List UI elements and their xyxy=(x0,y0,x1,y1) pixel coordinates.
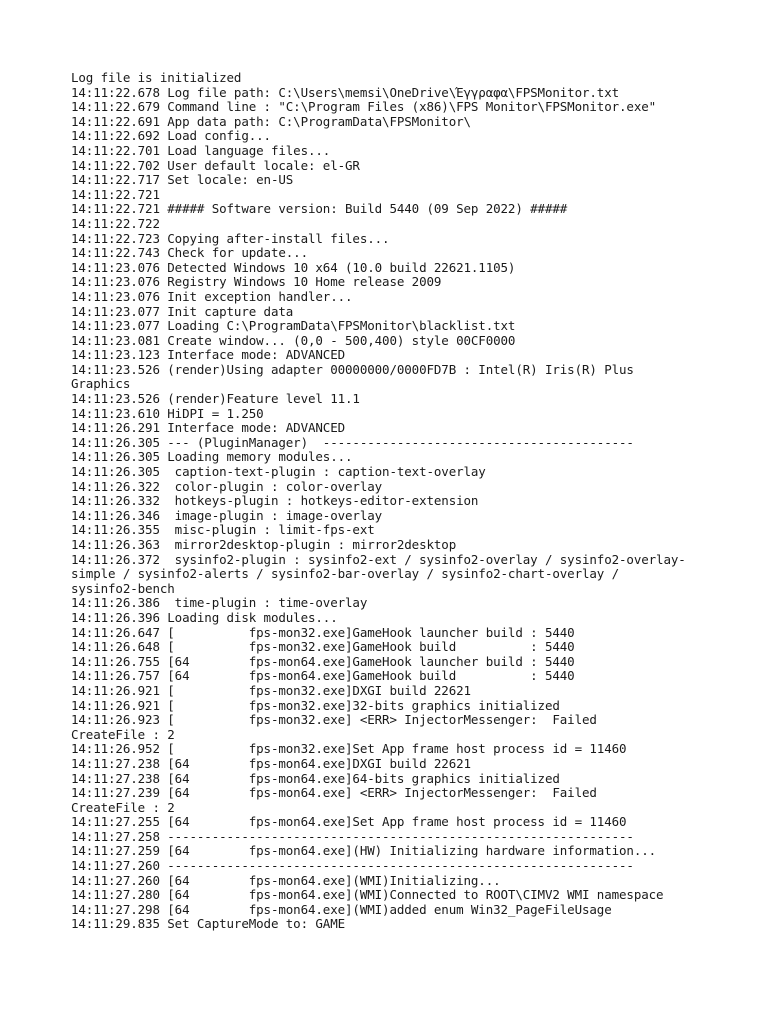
log-line: 14:11:26.305 caption-text-plugin : caption-text-overlay xyxy=(71,464,486,480)
log-line: sysinfo2-bench xyxy=(71,580,175,596)
log-line: Graphics xyxy=(71,376,131,392)
log-line: 14:11:26.346 image-plugin : image-overlay xyxy=(71,507,383,523)
log-line: 14:11:23.077 Loading C:\ProgramData\FPSMonitor\blacklist.txt xyxy=(71,318,516,334)
log-line: 14:11:26.291 Interface mode: ADVANCED xyxy=(71,420,346,436)
log-line: 14:11:29.835 Set CaptureMode to: GAME xyxy=(71,916,346,932)
log-line: 14:11:22.721 ##### Software version: Build 5440 (09 Sep 2022) ##### xyxy=(71,201,568,217)
log-line: 14:11:22.722 xyxy=(71,215,160,231)
log-line: 14:11:23.076 Registry Windows 10 Home release 2009 xyxy=(71,274,442,290)
log-line: 14:11:27.239 [64 fps-mon64.exe] <ERR> InjectorMessenger: Failed xyxy=(71,785,597,801)
log-line: 14:11:23.610 HiDPI = 1.250 xyxy=(71,405,264,421)
log-line: 14:11:22.717 Set locale: en-US xyxy=(71,172,294,188)
log-line: 14:11:22.721 xyxy=(71,186,160,202)
log-line: 14:11:26.386 time-plugin : time-overlay xyxy=(71,595,368,611)
log-line: 14:11:23.081 Create window... (0,0 - 500,400) style 00CF0000 xyxy=(71,332,516,348)
log-line: 14:11:22.678 Log file path: C:\Users\memsi\OneDrive\Έγγραφα\FPSMonitor.txt xyxy=(71,84,620,100)
log-line: 14:11:22.701 Load language files... xyxy=(71,142,331,158)
log-line: 14:11:23.123 Interface mode: ADVANCED xyxy=(71,347,346,363)
log-line: 14:11:26.305 Loading memory modules... xyxy=(71,449,353,465)
log-line: 14:11:27.259 [64 fps-mon64.exe](HW) Initializing hardware information... xyxy=(71,843,657,859)
log-line: 14:11:26.921 [ fps-mon32.exe]DXGI build 22621 xyxy=(71,682,471,698)
log-line: 14:11:23.076 Detected Windows 10 x64 (10.0 build 22621.1105) xyxy=(71,259,516,275)
log-line: 14:11:27.258 --------------------------------------------------------------- xyxy=(71,828,634,844)
log-line: CreateFile : 2 xyxy=(71,726,175,742)
log-line: 14:11:26.396 Loading disk modules... xyxy=(71,609,338,625)
log-text-block xyxy=(71,71,731,932)
log-line: 14:11:27.298 [64 fps-mon64.exe](WMI)added enum Win32_PageFileUsage xyxy=(71,901,612,917)
log-line: 14:11:26.355 misc-plugin : limit-fps-ext xyxy=(71,522,375,538)
log-line: 14:11:22.743 Check for update... xyxy=(71,245,308,261)
log-line: Log file is initialized xyxy=(71,70,242,85)
log-line: 14:11:26.372 sysinfo2-plugin : sysinfo2-ext / sysinfo2-overlay / sysinfo2-overlay- xyxy=(71,551,686,567)
log-line: CreateFile : 2 xyxy=(71,799,175,815)
log-line: 14:11:27.260 --------------------------------------------------------------- xyxy=(71,858,634,874)
log-line: 14:11:27.255 [64 fps-mon64.exe]Set App frame host process id = 11460 xyxy=(71,814,627,830)
log-line: 14:11:27.260 [64 fps-mon64.exe](WMI)Initializing... xyxy=(71,872,501,888)
log-line: 14:11:26.305 --- (PluginManager) ------------------------------------------ xyxy=(71,434,634,450)
log-line: 14:11:26.755 [64 fps-mon64.exe]GameHook launcher build : 5440 xyxy=(71,653,575,669)
log-line: 14:11:26.322 color-plugin : color-overlay xyxy=(71,478,383,494)
log-line: simple / sysinfo2-alerts / sysinfo2-bar-overlay / sysinfo2-chart-overlay / xyxy=(71,566,620,582)
log-line: 14:11:22.691 App data path: C:\ProgramData\FPSMonitor\ xyxy=(71,113,471,129)
log-line: 14:11:26.921 [ fps-mon32.exe]32-bits graphics initialized xyxy=(71,697,560,713)
log-line: 14:11:26.648 [ fps-mon32.exe]GameHook build : 5440 xyxy=(71,639,575,655)
log-line: 14:11:23.077 Init capture data xyxy=(71,303,294,319)
log-line: 14:11:27.238 [64 fps-mon64.exe]DXGI build 22621 xyxy=(71,755,471,771)
log-line: 14:11:26.647 [ fps-mon32.exe]GameHook launcher build : 5440 xyxy=(71,624,575,640)
log-line: 14:11:26.332 hotkeys-plugin : hotkeys-editor-extension xyxy=(71,493,479,509)
log-line: 14:11:22.723 Copying after-install files... xyxy=(71,230,390,246)
log-line: 14:11:23.526 (render)Feature level 11.1 xyxy=(71,391,360,407)
log-line: 14:11:22.702 User default locale: el-GR xyxy=(71,157,360,173)
log-line: 14:11:23.076 Init exception handler... xyxy=(71,288,353,304)
log-line: 14:11:26.952 [ fps-mon32.exe]Set App frame host process id = 11460 xyxy=(71,741,627,757)
log-line: 14:11:26.363 mirror2desktop-plugin : mirror2desktop xyxy=(71,537,457,552)
log-line: 14:11:22.679 Command line : "C:\Program Files (x86)\FPS Monitor\FPSMonitor.exe" xyxy=(71,99,657,115)
log-line: 14:11:23.526 (render)Using adapter 00000000/0000FD7B : Intel(R) Iris(R) Plus xyxy=(71,361,634,377)
log-line: 14:11:22.692 Load config... xyxy=(71,128,271,144)
log-line: 14:11:26.923 [ fps-mon32.exe] <ERR> InjectorMessenger: Failed xyxy=(71,712,597,728)
log-line: 14:11:27.238 [64 fps-mon64.exe]64-bits graphics initialized xyxy=(71,770,560,786)
log-line: 14:11:27.280 [64 fps-mon64.exe](WMI)Connected to ROOT\CIMV2 WMI namespace xyxy=(71,887,664,903)
log-line: 14:11:26.757 [64 fps-mon64.exe]GameHook build : 5440 xyxy=(71,668,575,684)
